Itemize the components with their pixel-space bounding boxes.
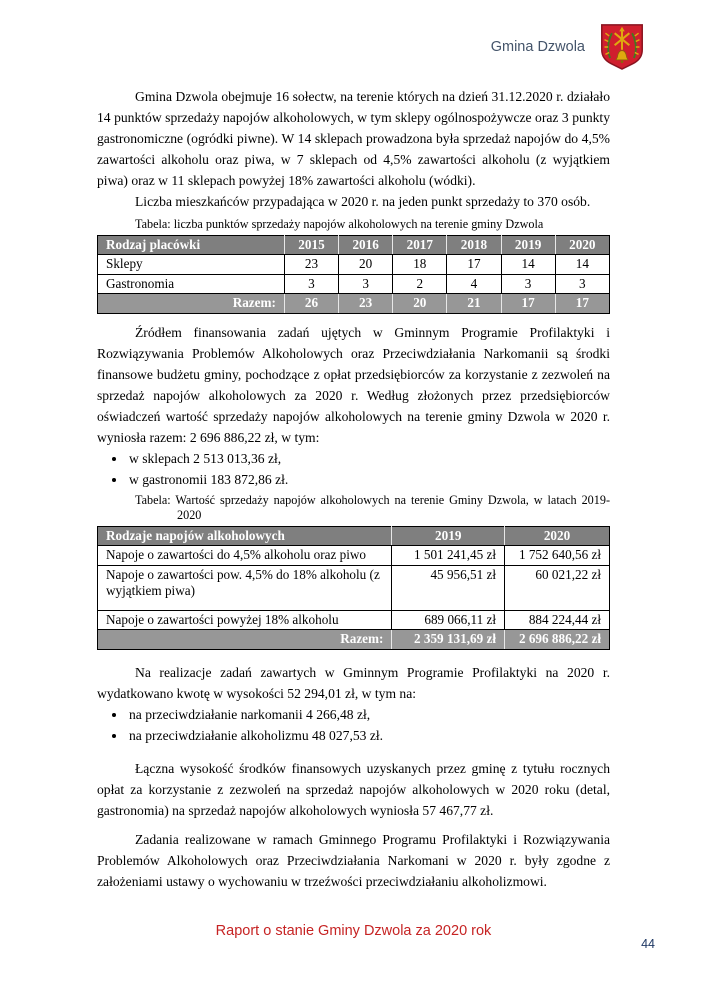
bullet-item: • na przeciwdziałanie alkoholizmu 48 027,53 zł. <box>127 725 610 746</box>
page-number: 44 <box>641 937 655 951</box>
table-cell: Napoje o zawartości pow. 4,5% do 18% alkoholu (z wyjątkiem piwa) <box>98 565 392 610</box>
table-total-value: 23 <box>339 294 393 314</box>
table-header-cell: 2020 <box>555 235 609 255</box>
bullet-item: • w gastronomii 183 872,86 zł. <box>127 469 610 490</box>
table-cell: 20 <box>339 255 393 275</box>
table-cell: 3 <box>555 274 609 294</box>
page-header <box>0 0 707 72</box>
table-cell: 18 <box>393 255 447 275</box>
table-cell: 884 224,44 zł <box>505 610 610 630</box>
paragraph-fees: Łączna wysokość środków finansowych uzyskanych przez gminę z tytułu rocznych opłat za korzystanie z zezwoleń na sprzedaż napojów alkoholowych w 2020 roku (detal, gastronomia) na sprzedaż napojów alkoholowych wyniosła 57 467,77 zł. <box>97 760 610 818</box>
table-header-cell: 2017 <box>393 235 447 255</box>
table-cell: 17 <box>447 255 501 275</box>
table-cell: 14 <box>555 255 609 275</box>
paragraph-tasks: Zadania realizowane w ramach Gminnego Programu Profilaktyki i Rozwiązywania Problemów Alkoholowych oraz Przeciwdziałania Narkomani w 2020 r. były zgodne z założeniami ustawy o wychowaniu w trzeźwości przeciwdziałaniu alkoholizmowi. <box>97 831 610 889</box>
paragraph-spending: Na realizacje zadań zawartych w Gminnym Programie Profilaktyki na 2020 r. wydatkowano kwotę w wysokości 52 294,01 zł, w tym na: <box>97 664 610 701</box>
document-body <box>97 86 610 892</box>
table-cell: Gastronomia <box>98 274 285 294</box>
table-cell: 4 <box>447 274 501 294</box>
table-total-value: 2 359 131,69 zł <box>392 630 505 650</box>
table-header-cell: Rodzaje napojów alkoholowych <box>98 526 392 546</box>
table-cell: Napoje o zawartości do 4,5% alkoholu oraz piwo <box>98 546 392 566</box>
table-cell: 3 <box>284 274 338 294</box>
table-cell: 3 <box>501 274 555 294</box>
bullet-list-spending <box>97 704 610 746</box>
paragraph-intro: Gmina Dzwola obejmuje 16 sołectw, na terenie których na dzień 31.12.2020 r. działało 14 punktów sprzedaży napojów alkoholowych, w tym sklepy ogólnospożywcze oraz 3 punkty gastronomiczne (ogródki piwne). W 14 sklepach prowadzona była sprzedaż napojów do 4,5% zawartości alkoholu oraz piwa, w 7 sklepach od 4,5% zawartości alkoholu (z wyjątkiem piwa) oraz w 11 sklepach powyżej 18% zawartości alkoholu (wódki). <box>97 89 610 188</box>
table-total-value: 26 <box>284 294 338 314</box>
table-sale-value <box>97 526 610 650</box>
footer-title: Raport o stanie Gminy Dzwola za 2020 rok <box>215 923 492 939</box>
table-cell: 60 021,22 zł <box>505 565 610 610</box>
table-header-cell: 2019 <box>392 526 505 546</box>
table-row <box>98 546 610 566</box>
table-caption-value: Tabela: Wartość sprzedaży napojów alkoholowych na terenie Gminy Dzwola, w latach 2019-2020 <box>135 492 610 522</box>
table-cell: 45 956,51 zł <box>392 565 505 610</box>
table-header-cell: 2016 <box>339 235 393 255</box>
table-header-cell: 2019 <box>501 235 555 255</box>
table-sale-points <box>97 235 610 314</box>
table-cell: 1 752 640,56 zł <box>505 546 610 566</box>
paragraph-residents: Liczba mieszkańców przypadająca w 2020 r. na jeden punkt sprzedaży to 370 osób. <box>135 194 591 209</box>
table-row <box>98 565 610 610</box>
paragraph-funding: Źródłem finansowania zadań ujętych w Gminnym Programie Profilaktyki i Rozwiązywania Problemów Alkoholowych oraz Przeciwdziałania Narkomanii są środki finansowe budżetu gminy, pochodzące z opłat przedsiębiorców za korzystanie z zezwoleń na sprzedaż napojów alkoholowych za 2020 r. Według złożonych przez przedsiębiorców oświadczeń wartość sprzedaży napojów alkoholowych na terenie gminy Dzwola w 2020 r. wyniosła razem: 2 696 886,22 zł, w tym: <box>97 324 610 445</box>
table-cell: 1 501 241,45 zł <box>392 546 505 566</box>
table-total-row <box>98 294 610 314</box>
table-total-value: 17 <box>555 294 609 314</box>
table-cell: Napoje o zawartości powyżej 18% alkoholu <box>98 610 392 630</box>
table-cell: 689 066,11 zł <box>392 610 505 630</box>
table-total-value: 17 <box>501 294 555 314</box>
table-cell: 14 <box>501 255 555 275</box>
table-header-cell: Rodzaj placówki <box>98 235 285 255</box>
table-header-cell: 2020 <box>505 526 610 546</box>
table-row <box>98 274 610 294</box>
table-header-cell: 2018 <box>447 235 501 255</box>
org-name: Gmina Dzwola <box>490 39 585 55</box>
table-total-value: 20 <box>393 294 447 314</box>
table-total-value: 21 <box>447 294 501 314</box>
bullet-item: • na przeciwdziałanie narkomanii 4 266,48 zł, <box>127 704 610 725</box>
table-cell: 2 <box>393 274 447 294</box>
table-caption-points: Tabela: liczba punktów sprzedaży napojów alkoholowych na terenie gminy Dzwola <box>135 217 544 231</box>
table-header-cell: 2015 <box>284 235 338 255</box>
table-total-label: Razem: <box>98 294 285 314</box>
table-row <box>98 255 610 275</box>
bullet-list-sales <box>97 448 610 490</box>
table-cell: Sklepy <box>98 255 285 275</box>
table-row <box>98 610 610 630</box>
coat-of-arms-icon <box>599 23 645 71</box>
table-total-row <box>98 630 610 650</box>
bullet-item: • w sklepach 2 513 013,36 zł, <box>127 448 610 469</box>
table-cell: 23 <box>284 255 338 275</box>
table-total-value: 2 696 886,22 zł <box>505 630 610 650</box>
table-cell: 3 <box>339 274 393 294</box>
table-total-label: Razem: <box>98 630 392 650</box>
